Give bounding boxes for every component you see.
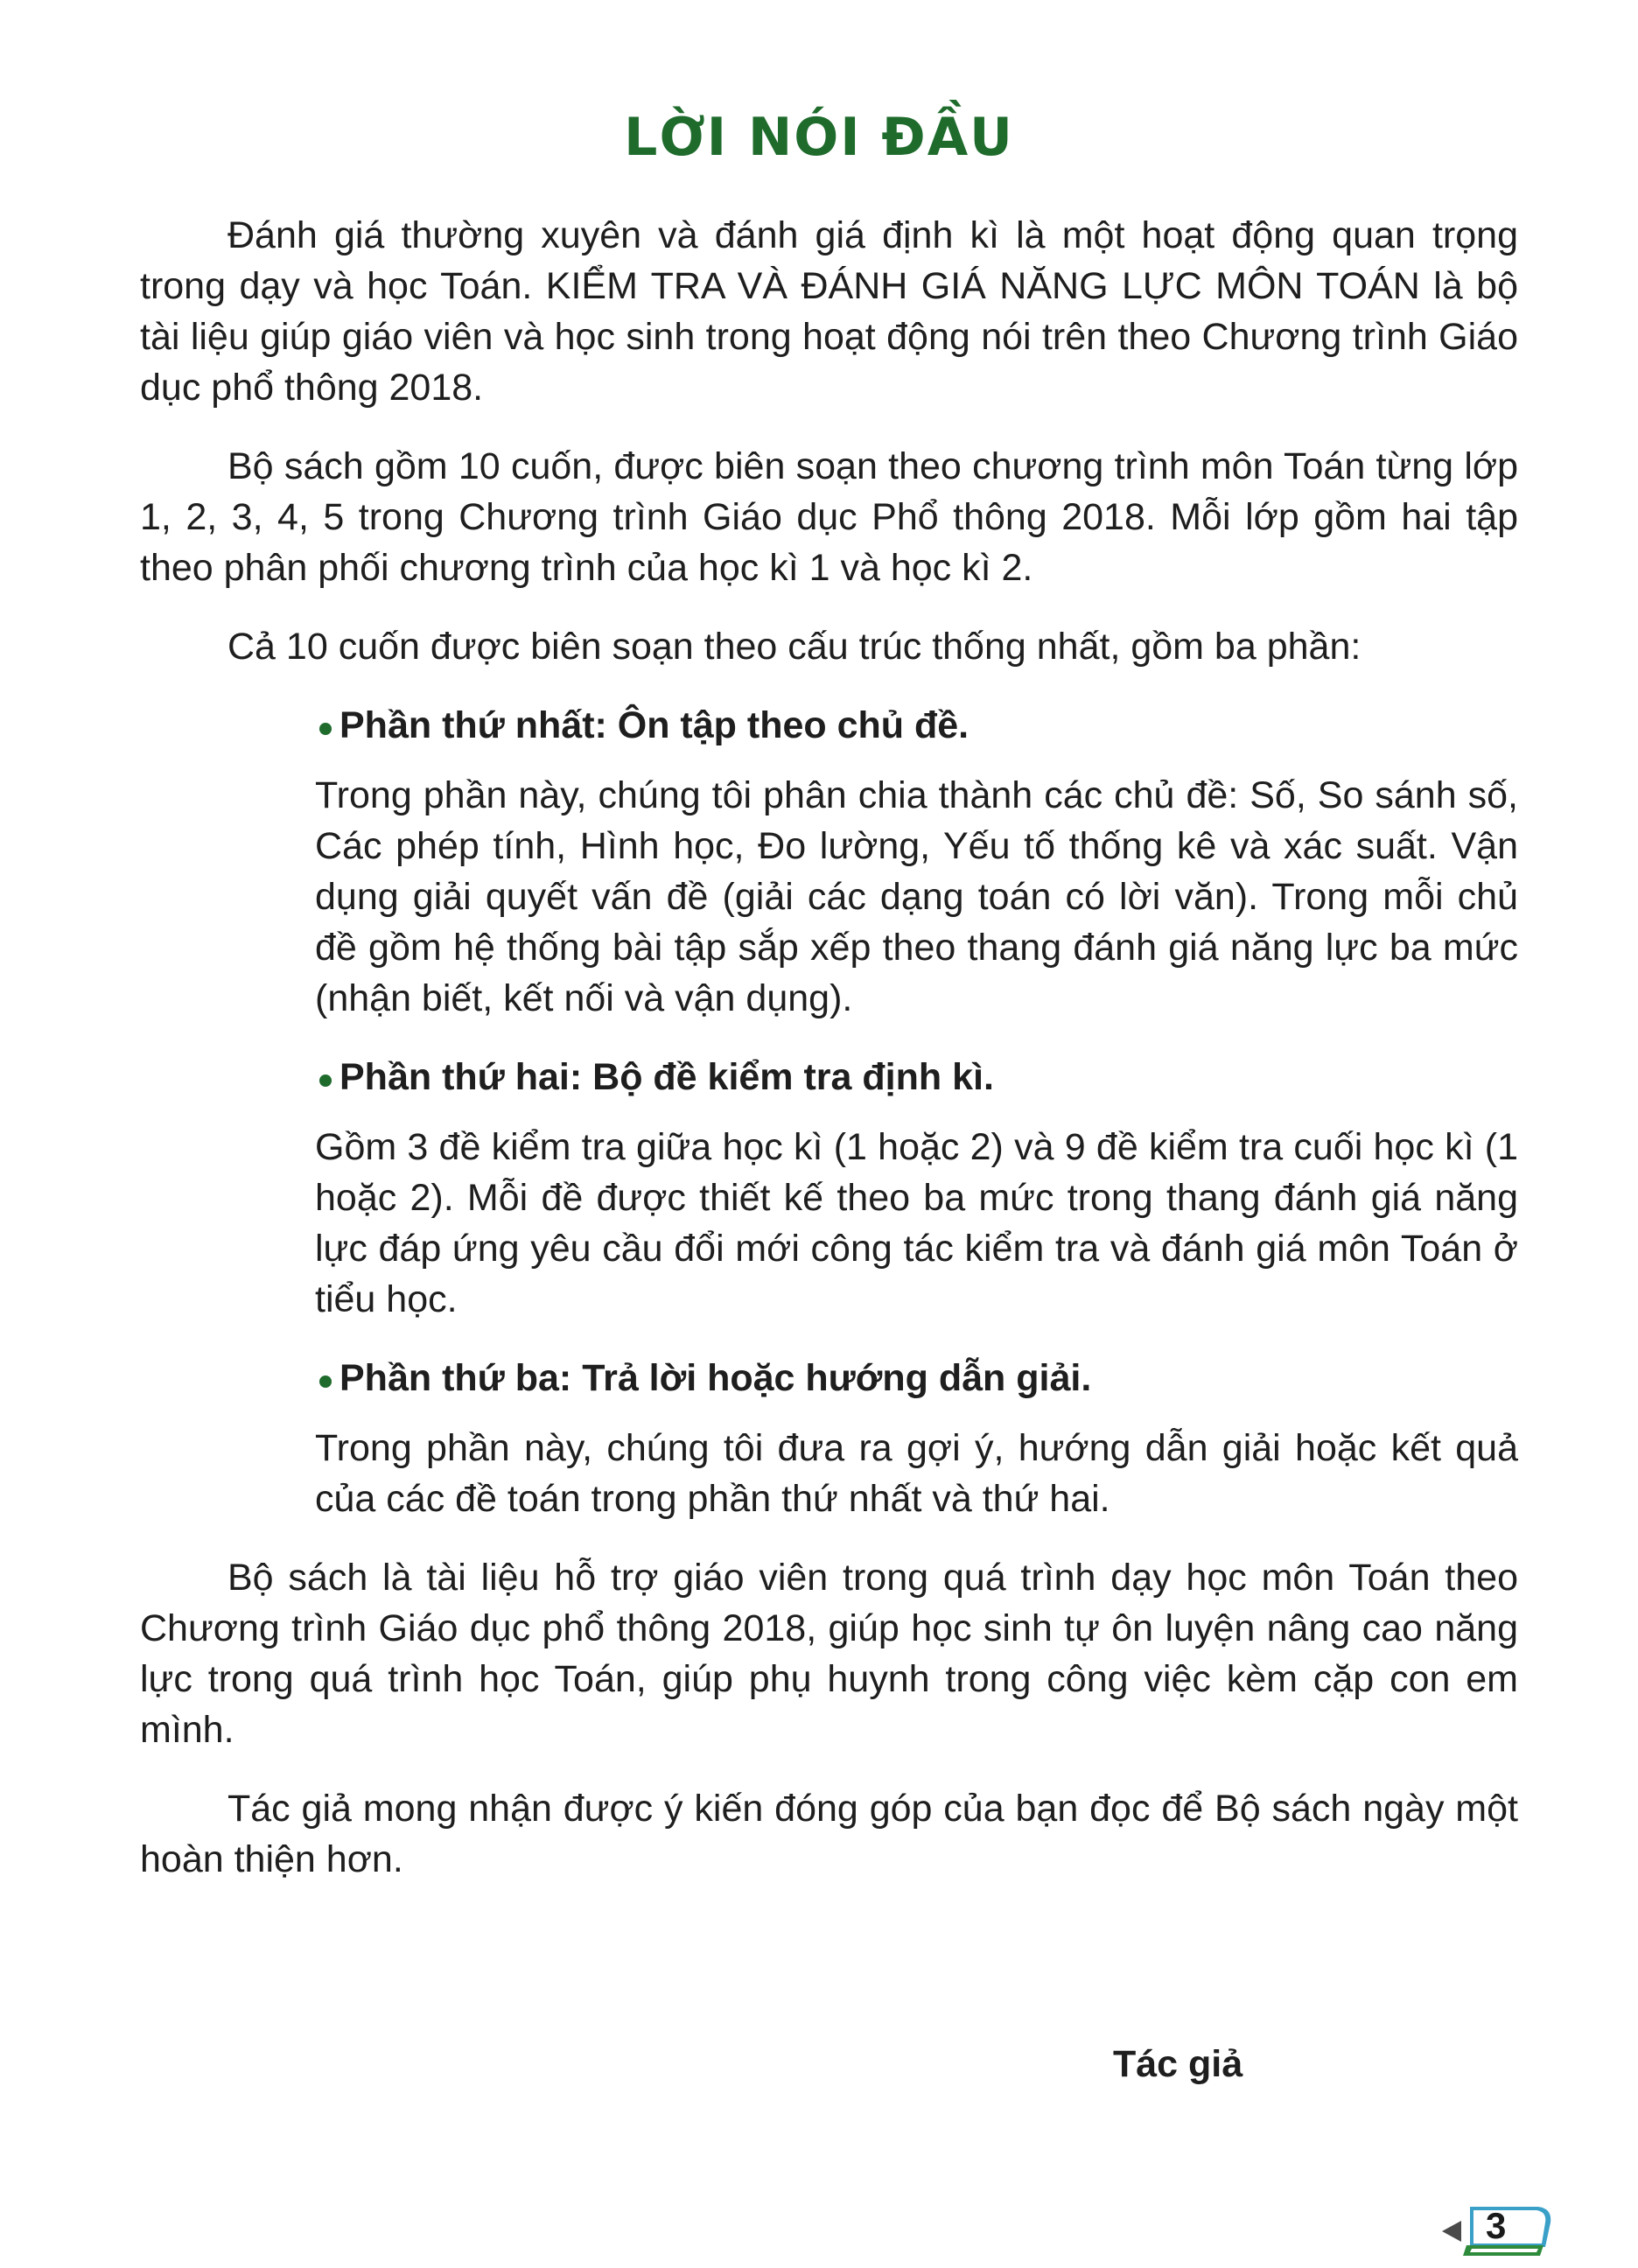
bullet-dot-icon: [319, 1074, 332, 1087]
section-heading-text: Phần thứ hai: Bộ đề kiểm tra định kì.: [340, 1056, 994, 1098]
section-body: Trong phần này, chúng tôi đưa ra gợi ý, hướng dẫn giải hoặc kết quả của các đề toán trong phần thứ nhất và thứ hai.: [315, 1427, 1518, 1520]
section-heading-text: Phần thứ nhất: Ôn tập theo chủ đề.: [340, 704, 970, 746]
bullet-dot-icon: [319, 1376, 332, 1388]
intro-paragraph-3: Cả 10 cuốn được biên soạn theo cấu trúc thống nhất, gồm ba phần:: [228, 626, 1362, 668]
section-heading: [140, 1353, 1518, 1404]
intro-paragraph-2: Bộ sách gồm 10 cuốn, được biên soạn theo chương trình môn Toán từng lớp 1, 2, 3, 4, 5 trong Chương trình Giáo dục Phổ thông 2018. Mỗi lớp gồm hai tập theo phân phối chương trình của học kì 1 và học kì 2.: [140, 445, 1518, 589]
page-number: 3: [1486, 2205, 1507, 2246]
closing-paragraph-1: Bộ sách là tài liệu hỗ trợ giáo viên trong quá trình dạy học môn Toán theo Chương trình Giáo dục phổ thông 2018, giúp học sinh tự ôn luyện nâng cao năng lực trong quá trình học Toán, giúp phụ huynh trong công việc kèm cặp con em mình.: [140, 1557, 1518, 1751]
closing-paragraph-2: Tác giả mong nhận được ý kiến đóng góp của bạn đọc để Bộ sách ngày một hoàn thiện hơn.: [140, 1788, 1518, 1880]
author-signature: Tác giả: [1113, 2043, 1243, 2085]
main-content: [140, 210, 1518, 1913]
section-heading-text: Phần thứ ba: Trả lời hoặc hướng dẫn giải.: [340, 1357, 1092, 1399]
section-part-three: [140, 1353, 1518, 1524]
intro-paragraph-1: Đánh giá thường xuyên và đánh giá định kì là một hoạt động quan trọng trong dạy và học Toán. KIỂM TRA VÀ ĐÁNH GIÁ NĂNG LỰC MÔN TOÁN là bộ tài liệu giúp giáo viên và học sinh trong hoạt động nói trên theo Chương trình Giáo dục phổ thông 2018.: [140, 214, 1518, 409]
section-body: Gồm 3 đề kiểm tra giữa học kì (1 hoặc 2) và 9 đề kiểm tra cuối học kì (1 hoặc 2). Mỗi đề được thiết kế theo ba mức trong thang đánh giá năng lực đáp ứng yêu cầu đổi mới công tác kiểm tra và đánh giá môn Toán ở tiểu học.: [315, 1126, 1518, 1320]
section-heading: [140, 700, 1518, 751]
section-heading: [140, 1052, 1518, 1102]
page-title: LỜI NÓI ĐẦU: [624, 107, 1014, 168]
page-number-badge: [1435, 2196, 1566, 2258]
bullet-dot-icon: [319, 723, 332, 735]
section-part-two: [140, 1052, 1518, 1325]
section-body: Trong phần này, chúng tôi phân chia thành các chủ đề: Số, So sánh số, Các phép tính, Hình học, Đo lường, Yếu tố thống kê và xác suất. Vận dụng giải quyết vấn đề (giải các dạng toán có lời văn). Trong mỗi chủ đề gồm hệ thống bài tập sắp xếp theo thang đánh giá năng lực ba mức (nhận biết, kết nối và vận dụng).: [315, 774, 1518, 1019]
section-part-one: [140, 700, 1518, 1024]
